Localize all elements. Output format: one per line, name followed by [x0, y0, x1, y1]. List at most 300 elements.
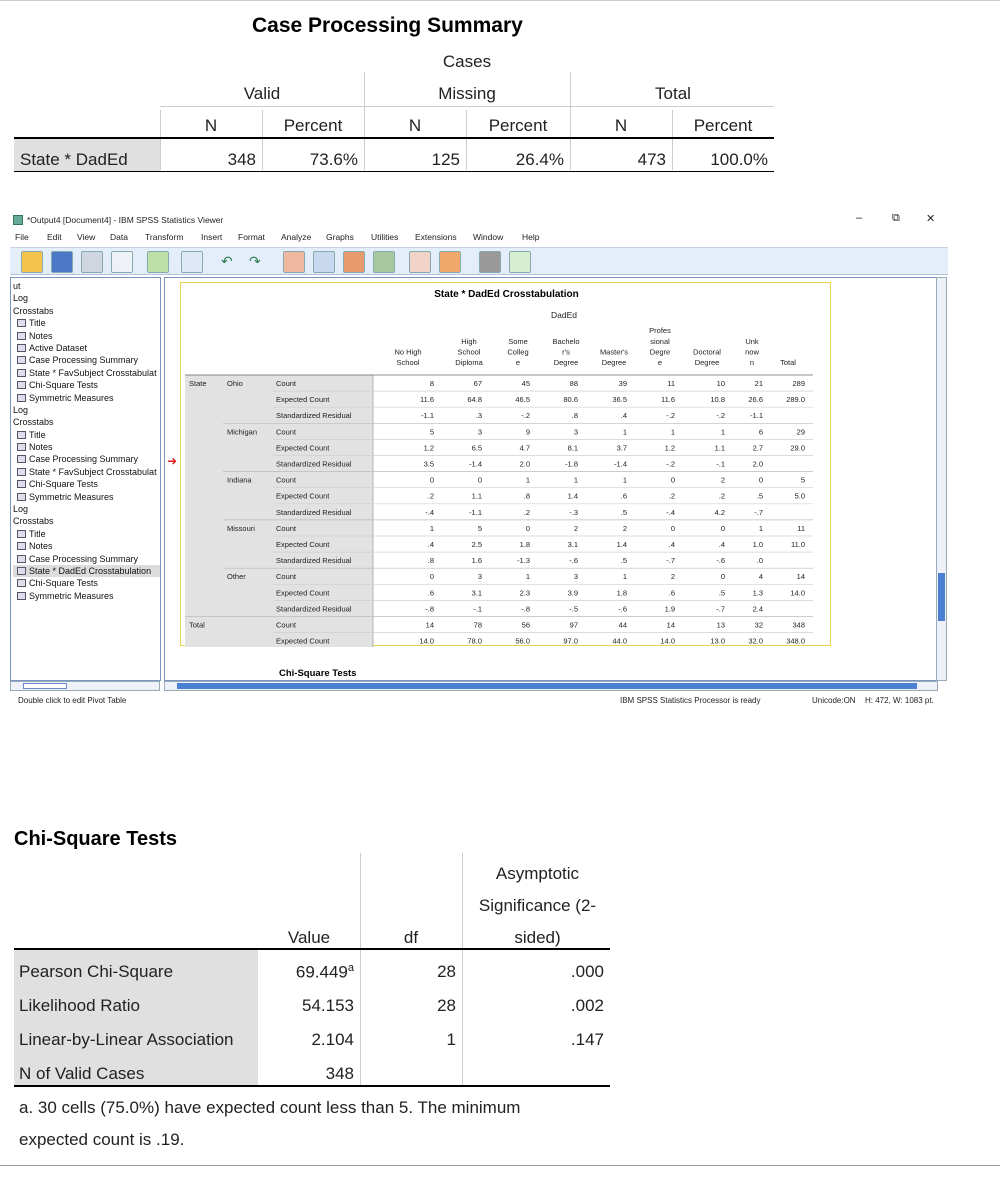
tree-item-selected[interactable]: State * DadEd Crosstabulation — [13, 565, 160, 577]
tree-item[interactable]: Symmetric Measures — [13, 590, 160, 602]
col-header-5: Degre — [649, 347, 671, 357]
show-all-icon[interactable] — [409, 251, 431, 273]
table-icon — [17, 455, 26, 463]
cell-value: 10.8 — [710, 395, 725, 405]
promote-icon[interactable] — [479, 251, 501, 273]
content-hscroll-thumb[interactable] — [177, 683, 917, 689]
col-header-1: Diploma — [455, 358, 483, 367]
col-header-1: High — [461, 336, 477, 346]
cell-value: -1.4 — [614, 459, 627, 469]
cell-value: 64.8 — [467, 395, 482, 405]
tree-log[interactable]: Log — [13, 504, 29, 515]
cell-value: 3.1 — [567, 540, 578, 549]
col-header-4: Master's — [599, 347, 629, 357]
variables-icon[interactable] — [343, 251, 365, 273]
menu-insert[interactable]: Insert — [201, 232, 223, 242]
cell-value: 6.5 — [471, 443, 482, 453]
cell-value: -1.4 — [469, 459, 482, 469]
menu-graphs[interactable]: Graphs — [326, 232, 354, 242]
value-n-total: 473 — [637, 150, 666, 169]
crosstab-title: State * DadEd Crosstabulation — [434, 289, 579, 300]
minimize-icon[interactable]: – — [856, 212, 863, 224]
tree-crosstabs[interactable]: Crosstabs — [13, 516, 54, 527]
tree-item[interactable]: Case Processing Summary — [13, 354, 160, 366]
case-summary-title: Case Processing Summary — [252, 14, 523, 37]
vertical-scrollbar[interactable] — [936, 277, 947, 681]
cell-value: 29.0 — [790, 443, 805, 453]
cell-value: 21 — [754, 379, 763, 388]
group-label-michigan: Michigan — [227, 427, 258, 437]
cell-value: 1 — [670, 427, 675, 437]
menu-view[interactable]: View — [77, 232, 96, 242]
cell-value: 4.2 — [714, 507, 725, 517]
cell-value: 10 — [716, 379, 725, 388]
cell-value: .5 — [756, 491, 763, 501]
tree-item[interactable]: Symmetric Measures — [13, 491, 160, 503]
cell-value: 29 — [796, 427, 805, 437]
row-label: Count — [276, 523, 297, 533]
col-header-5: e — [657, 358, 663, 367]
cell-value: 9 — [525, 427, 530, 437]
cell-value: 3 — [573, 427, 578, 437]
col-n-valid: N — [204, 116, 218, 135]
tree-item[interactable]: Title — [13, 429, 160, 441]
tree-log[interactable]: Log — [13, 293, 29, 304]
cell-value: .8 — [571, 411, 578, 421]
cell-value: 3.9 — [567, 588, 578, 598]
print-icon[interactable] — [81, 251, 103, 273]
cell-value: 2 — [622, 523, 627, 533]
print-preview-icon[interactable] — [111, 251, 133, 273]
col-header-2: Colleg — [507, 347, 529, 357]
col-header-4: Degree — [601, 358, 627, 367]
row-label-state-daded: State * DadEd — [20, 150, 128, 169]
table-icon — [17, 555, 26, 563]
cell-value: 11.0 — [790, 540, 805, 549]
app-icon — [13, 215, 23, 225]
cell-value: 11 — [797, 523, 805, 533]
row-likelihood-sig: .002 — [570, 996, 604, 1015]
close-icon[interactable]: ✕ — [926, 213, 936, 225]
cell-value: 1.8 — [519, 540, 530, 549]
tree-item[interactable]: Chi-Square Tests — [13, 379, 160, 391]
cell-value: .5 — [620, 556, 627, 566]
cell-value: 3 — [477, 427, 482, 437]
cell-value: .2 — [427, 491, 434, 501]
doc-icon — [17, 542, 26, 550]
col-n-missing: N — [408, 116, 422, 135]
cell-value: 1.0 — [752, 540, 763, 549]
status-size: H: 472, W: 1083 pt. — [865, 696, 934, 705]
cell-value: -.6 — [618, 604, 627, 614]
tree-item[interactable]: Case Processing Summary — [13, 453, 160, 465]
cell-value: 0 — [670, 523, 675, 533]
cell-value: 78 — [473, 620, 482, 630]
cell-value: 1.4 — [567, 491, 578, 501]
cell-value: -.5 — [569, 604, 578, 614]
cell-value: .8 — [427, 556, 434, 566]
cell-value: -.2 — [666, 459, 675, 469]
cell-value: 2.0 — [752, 459, 763, 469]
cell-value: 46.5 — [515, 395, 530, 405]
current-item-arrow-icon: ➜ — [167, 454, 178, 468]
cell-value: -1.1 — [750, 411, 763, 421]
cell-value: 44 — [618, 620, 627, 630]
row-label: Expected Count — [276, 636, 330, 646]
cell-value: 78.0 — [467, 636, 482, 646]
cell-value: .8 — [523, 491, 530, 501]
table-icon — [17, 369, 26, 377]
tree-item[interactable]: State * FavSubject Crosstabulat — [13, 466, 160, 478]
spss-viewer-window — [10, 211, 950, 711]
menu-format[interactable]: Format — [238, 232, 265, 242]
row-pearson-value: 69.449$^a$ — [295, 962, 354, 982]
footnote-line1: a. 30 cells (75.0%) have expected count less than 5. The minimum — [19, 1098, 521, 1117]
cell-value: 2.0 — [519, 459, 530, 469]
cell-value: 11.6 — [419, 395, 434, 405]
tree-item[interactable]: Active Dataset — [13, 342, 160, 354]
menu-transform[interactable]: Transform — [145, 232, 184, 242]
cell-value: 1 — [429, 523, 434, 533]
cell-value: -.4 — [666, 507, 675, 517]
cell-value: 14 — [425, 620, 434, 630]
cell-value: .2 — [523, 507, 530, 517]
header-asymptotic: Asymptotic — [495, 864, 580, 883]
group-valid: Valid — [243, 84, 281, 103]
crosstab-pivot[interactable] — [180, 282, 831, 646]
cell-value: 0 — [477, 475, 482, 485]
cell-value: 36.5 — [612, 395, 627, 405]
table-icon — [17, 356, 26, 364]
cell-value: 2.3 — [519, 588, 530, 598]
value-percent-missing: 26.4% — [515, 150, 564, 169]
menu-help[interactable]: Help — [522, 232, 540, 242]
header-sided: sided) — [514, 928, 561, 947]
menu-extensions[interactable]: Extensions — [415, 232, 457, 242]
cell-value: 80.6 — [563, 395, 578, 405]
cell-value: 289.0 — [786, 395, 805, 405]
menu-utilities[interactable]: Utilities — [371, 232, 399, 242]
value-percent-total: 100.0% — [710, 150, 768, 169]
chisq-title: Chi-Square Tests — [14, 828, 177, 850]
cell-value: 1 — [573, 475, 578, 485]
cell-value: 1.1 — [714, 443, 725, 453]
cell-value: 1.3 — [752, 588, 763, 598]
cell-value: -.8 — [521, 604, 530, 614]
cell-value: 32 — [754, 620, 763, 630]
cell-value: -.2 — [716, 411, 725, 421]
cell-value: -.1 — [473, 604, 482, 614]
restore-icon[interactable]: ⧉ — [892, 212, 900, 224]
cell-value: 14 — [796, 572, 805, 582]
group-label-indiana: Indiana — [227, 475, 252, 485]
row-label: Standardized Residual — [276, 411, 352, 421]
cell-value: 14.0 — [790, 588, 805, 598]
cell-value: 56.0 — [515, 636, 530, 646]
value-n-valid: 348 — [227, 150, 256, 169]
cell-value: -.7 — [716, 604, 725, 614]
row-label: Expected Count — [276, 443, 330, 453]
col-header-3: Degree — [553, 358, 579, 367]
scrollbar-thumb[interactable] — [938, 573, 945, 621]
footnote-marker: a — [347, 962, 354, 974]
row-nvalid-value: 348 — [325, 1064, 354, 1083]
row-label: Standardized Residual — [276, 507, 352, 517]
cell-value: 0 — [720, 523, 725, 533]
toolbar — [10, 247, 948, 275]
cell-value: 97.0 — [563, 636, 578, 646]
doc-icon — [17, 332, 26, 340]
menu-file[interactable]: File — [15, 232, 29, 242]
cell-value: 2.4 — [752, 604, 763, 614]
col-n-total: N — [614, 116, 628, 135]
col-percent-total: Percent — [693, 116, 753, 135]
cell-value: -.6 — [716, 556, 725, 566]
col-header-7: now — [745, 347, 759, 357]
cell-value: 348.0 — [786, 636, 805, 646]
undo-icon[interactable]: ↶ — [221, 253, 233, 269]
row-label: Expected Count — [276, 395, 330, 405]
cell-value: .4 — [427, 540, 434, 549]
col-header-7: n — [749, 358, 755, 367]
cell-value: -1.3 — [517, 556, 530, 566]
cell-value: 1 — [622, 475, 627, 485]
cell-value: 2 — [670, 572, 675, 582]
save-icon[interactable] — [51, 251, 73, 273]
tree-crosstabs[interactable]: Crosstabs — [13, 305, 54, 316]
menu-data[interactable]: Data — [110, 232, 128, 242]
cell-value: 4 — [758, 572, 763, 582]
group-label-other: Other — [227, 572, 246, 582]
tree-crosstabs[interactable]: Crosstabs — [13, 417, 54, 428]
tree-item[interactable]: Notes — [13, 441, 160, 453]
cell-value: -1.8 — [565, 459, 578, 469]
cell-value: 1.6 — [471, 556, 482, 566]
value-n-missing: 125 — [431, 150, 460, 169]
group-label-missouri: Missouri — [227, 523, 255, 533]
cell-value: -.8 — [425, 604, 434, 614]
row-label: Standardized Residual — [276, 459, 352, 469]
col-header-0: No High — [394, 347, 422, 357]
col-header-6: Doctoral — [693, 347, 721, 357]
table-icon — [17, 394, 26, 402]
col-header-2: e — [515, 358, 521, 367]
table-icon — [17, 567, 26, 575]
tree-item[interactable]: Title — [13, 528, 160, 540]
export-icon[interactable] — [147, 251, 169, 273]
cell-value: 1 — [720, 427, 725, 437]
cell-value: .6 — [620, 491, 627, 501]
menu-edit[interactable]: Edit — [47, 232, 62, 242]
daded-header: DadEd — [551, 310, 577, 320]
cell-value: 0 — [429, 475, 434, 485]
cell-value: .6 — [427, 588, 434, 598]
cell-value: 6 — [758, 427, 763, 437]
cell-value: .4 — [718, 540, 725, 549]
cell-value: 4.7 — [519, 443, 530, 453]
bottom-rule — [0, 1165, 1000, 1166]
row-pearson-label: Pearson Chi-Square — [19, 962, 174, 981]
content-hscroll[interactable] — [164, 681, 938, 691]
outline-hscroll[interactable] — [10, 681, 160, 691]
header-value: Value — [287, 928, 331, 947]
cell-value: 26.6 — [748, 395, 763, 405]
cell-value: -.3 — [569, 507, 578, 517]
tree-root[interactable]: ut — [13, 281, 21, 291]
group-label-ohio: Ohio — [227, 379, 243, 388]
doc-icon — [17, 443, 26, 451]
col-header-5: Profes — [649, 326, 671, 336]
goto-data-icon[interactable] — [283, 251, 305, 273]
cell-value: 3 — [573, 572, 578, 582]
cell-value: .6 — [668, 588, 675, 598]
table-icon — [17, 579, 26, 587]
group-label-total: Total — [189, 620, 205, 630]
tree-item[interactable]: Notes — [13, 540, 160, 552]
cell-value: 5 — [477, 523, 482, 533]
cell-value: -.2 — [666, 411, 675, 421]
cell-value: 14 — [666, 620, 675, 630]
status-unicode: Unicode:ON — [812, 696, 856, 705]
row-likelihood-value: 54.153 — [302, 996, 354, 1015]
col-percent-missing: Percent — [488, 116, 548, 135]
cell-value: 8.1 — [567, 443, 578, 453]
status-processor: IBM SPSS Statistics Processor is ready — [620, 696, 761, 705]
cell-value: 1.4 — [616, 540, 627, 549]
tree-item[interactable]: Chi-Square Tests — [13, 577, 160, 589]
table-icon — [17, 468, 26, 476]
tree-item[interactable]: Case Processing Summary — [13, 553, 160, 565]
table-icon — [17, 381, 26, 389]
menu-analyze[interactable]: Analyze — [281, 232, 312, 242]
cell-value: 0 — [670, 475, 675, 485]
status-bar — [10, 693, 948, 707]
row-label: Count — [276, 572, 297, 582]
tree-item[interactable]: Notes — [13, 330, 160, 342]
cell-value: 1.1 — [471, 491, 482, 501]
row-pearson-sig: .000 — [570, 962, 604, 981]
cell-value: 3.5 — [423, 459, 434, 469]
outline-hscroll-thumb[interactable] — [23, 683, 67, 689]
cell-value: -.2 — [521, 411, 530, 421]
row-label: Standardized Residual — [276, 556, 352, 566]
cell-value: 1.9 — [664, 604, 675, 614]
tree-item[interactable]: State * FavSubject Crosstabulat — [13, 367, 160, 379]
cell-value: 8 — [429, 379, 434, 388]
goto-case-icon[interactable] — [313, 251, 335, 273]
row-linear-label: Linear-by-Linear Association — [19, 1030, 234, 1049]
cell-value: 88 — [569, 379, 578, 388]
col-header-7: Unk — [745, 336, 759, 346]
row-label: Count — [276, 620, 297, 630]
status-hint: Double click to edit Pivot Table — [18, 696, 127, 705]
row-nvalid-label: N of Valid Cases — [19, 1064, 145, 1083]
row-label: Count — [276, 427, 297, 437]
cell-value: 289 — [792, 379, 805, 388]
tree-item[interactable]: Symmetric Measures — [13, 392, 160, 404]
cell-value: 2 — [720, 475, 725, 485]
cell-value: 14.0 — [419, 636, 434, 646]
cell-value: 5.0 — [794, 491, 805, 501]
tree-log[interactable]: Log — [13, 404, 29, 415]
table-icon — [17, 493, 26, 501]
cell-value: 13.0 — [710, 636, 725, 646]
cell-value: 11 — [667, 379, 675, 388]
cell-value: 1 — [622, 427, 627, 437]
cell-value: 5 — [429, 427, 434, 437]
state-label: State — [189, 379, 207, 388]
cell-value: 1.8 — [616, 588, 627, 598]
footnote-line2: expected count is .19. — [19, 1130, 185, 1149]
row-linear-df: 1 — [446, 1030, 456, 1049]
content-pane — [164, 277, 938, 681]
col-header-5: sional — [650, 336, 670, 346]
cell-value: 5 — [800, 475, 805, 485]
table-icon — [17, 480, 26, 488]
cell-value: 2.5 — [471, 540, 482, 549]
table-icon — [17, 592, 26, 600]
cell-value: -1.1 — [469, 507, 482, 517]
cell-value: 1 — [758, 523, 763, 533]
row-label: Expected Count — [276, 588, 330, 598]
outline-pane — [10, 277, 161, 681]
cell-value: 3 — [477, 572, 482, 582]
row-label: Expected Count — [276, 540, 330, 549]
cell-value: 97 — [569, 620, 578, 630]
menu-window[interactable]: Window — [473, 232, 504, 242]
designate-window-icon[interactable] — [373, 251, 395, 273]
row-likelihood-label: Likelihood Ratio — [19, 996, 140, 1015]
doc-icon — [17, 431, 26, 439]
cell-value: 2 — [573, 523, 578, 533]
hide-icon[interactable] — [439, 251, 461, 273]
cell-value: 0 — [525, 523, 530, 533]
cell-value: .5 — [620, 507, 627, 517]
tree-item[interactable]: Chi-Square Tests — [13, 478, 160, 490]
value-percent-valid: 73.6% — [309, 150, 358, 169]
redo-icon[interactable]: ↷ — [249, 253, 261, 269]
row-likelihood-df: 28 — [437, 996, 456, 1015]
col-header-6: Degree — [694, 358, 720, 367]
cell-value: 1 — [525, 475, 530, 485]
cell-value: 2.7 — [752, 443, 763, 453]
cell-value: 1 — [622, 572, 627, 582]
cell-value: 3.7 — [616, 443, 627, 453]
cell-value: 0 — [429, 572, 434, 582]
col-header-8: Total — [780, 358, 796, 367]
cell-value: .4 — [620, 411, 627, 421]
cell-value: 67 — [473, 379, 482, 388]
col-percent-valid: Percent — [283, 116, 343, 135]
cell-value: .2 — [668, 491, 675, 501]
row-label: Count — [276, 475, 297, 485]
row-linear-value: 2.104 — [311, 1030, 354, 1049]
tree-item[interactable]: Title — [13, 317, 160, 329]
cell-value: -.7 — [754, 507, 763, 517]
doc-icon — [17, 344, 26, 352]
cell-value: .2 — [718, 491, 725, 501]
recall-dialog-icon[interactable] — [181, 251, 203, 273]
cell-value: 1.2 — [664, 443, 675, 453]
col-header-1: School — [457, 347, 481, 357]
cell-value: -.6 — [569, 556, 578, 566]
open-icon[interactable] — [21, 251, 43, 273]
cell-value: 39 — [618, 379, 627, 388]
col-header-2: Some — [508, 336, 528, 346]
insert-output-icon[interactable] — [509, 251, 531, 273]
cell-value: 3.1 — [471, 588, 482, 598]
cell-value: .3 — [475, 411, 482, 421]
